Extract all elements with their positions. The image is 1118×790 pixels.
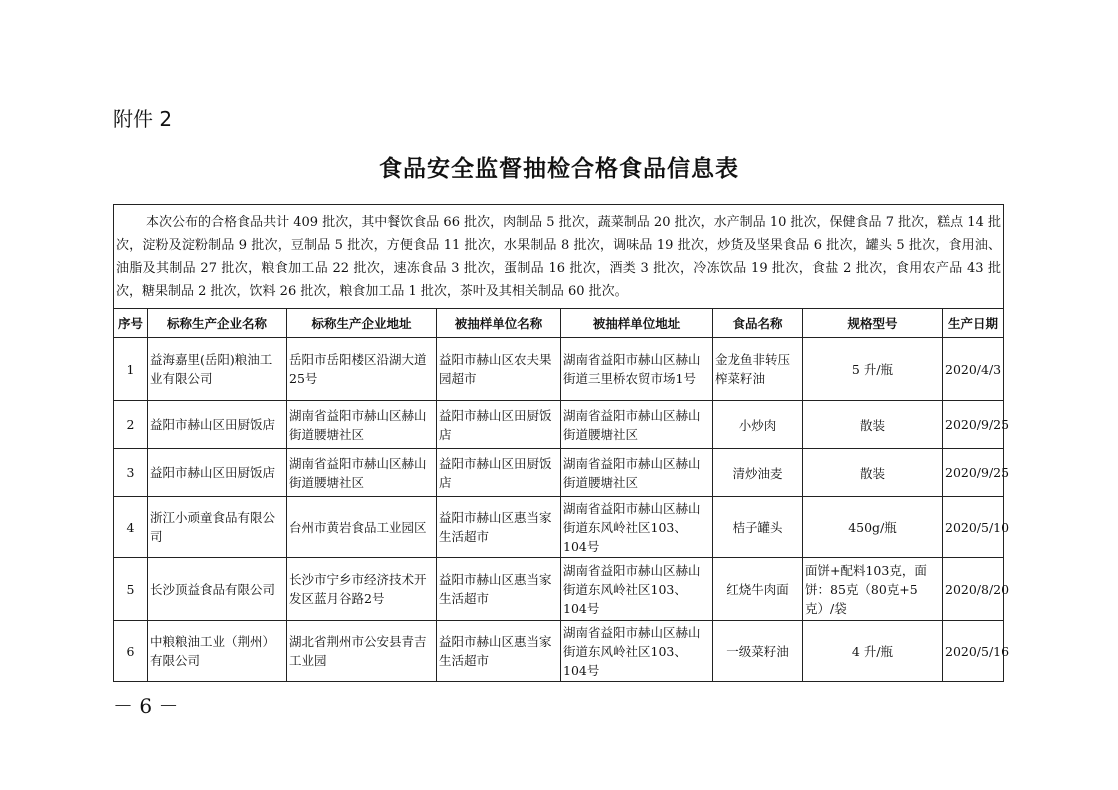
header-cell: 标称生产企业名称 [148,309,287,338]
table-cell: 湖南省益阳市赫山区赫山街道腰塘社区 [287,449,437,497]
food-info-table [113,204,1010,682]
table-cell: 湖南省益阳市赫山区赫山街道东风岭社区103、104号 [561,558,713,621]
table-cell: 2020/9/25 [943,449,1004,497]
table-cell: 小炒肉 [713,401,803,449]
table-cell: 清炒油麦 [713,449,803,497]
attachment-label: 附件 2 [113,107,173,131]
table-row [114,401,1004,449]
table-cell: 4 升/瓶 [803,621,943,682]
table-cell: 益海嘉里(岳阳)粮油工业有限公司 [148,338,287,401]
table-cell: 2020/4/3 [943,338,1004,401]
table-cell: 益阳市赫山区农夫果园超市 [437,338,561,401]
table-cell: 台州市黄岩食品工业园区 [287,497,437,558]
table-cell: 面饼+配料103克，面饼：85克（80克+5克）/袋 [803,558,943,621]
table-cell: 5 [114,558,148,621]
table-cell: 浙江小顽童食品有限公司 [148,497,287,558]
header-row [114,309,1004,338]
table-cell: 2020/9/25 [943,401,1004,449]
table-cell: 湖南省益阳市赫山区赫山街道腰塘社区 [561,401,713,449]
table-cell: 5 升/瓶 [803,338,943,401]
table-cell: 湖南省益阳市赫山区赫山街道东风岭社区103、104号 [561,621,713,682]
table-cell: 益阳市赫山区田厨饭店 [148,401,287,449]
table-cell: 散装 [803,401,943,449]
table-cell: 益阳市赫山区惠当家生活超市 [437,621,561,682]
table-cell: 散装 [803,449,943,497]
header-cell: 被抽样单位名称 [437,309,561,338]
table-cell: 2 [114,401,148,449]
table-cell: 红烧牛肉面 [713,558,803,621]
table-cell: 益阳市赫山区惠当家生活超市 [437,558,561,621]
table-cell: 湖南省益阳市赫山区赫山街道东风岭社区103、104号 [561,497,713,558]
table-cell: 一级菜籽油 [713,621,803,682]
table-row [114,621,1004,682]
header-cell: 序号 [114,309,148,338]
table-cell: 益阳市赫山区惠当家生活超市 [437,497,561,558]
table-cell: 长沙市宁乡市经济技术开发区蓝月谷路2号 [287,558,437,621]
table-cell: 450g/瓶 [803,497,943,558]
page-title: 食品安全监督抽检合格食品信息表 [379,156,739,182]
summary-row [114,205,1004,309]
header-cell: 规格型号 [803,309,943,338]
table-cell: 1 [114,338,148,401]
page-number: － 6 － [113,694,179,718]
table-cell: 湖南省益阳市赫山区赫山街道腰塘社区 [287,401,437,449]
table-cell: 2020/5/10 [943,497,1004,558]
summary-text: 本次公布的合格食品共计 409 批次，其中餐饮食品 66 批次，肉制品 5 批次，蔬菜制品 20 批次，水产制品 10 批次，保健食品 7 批次，糕点 14 批次，淀粉及淀粉制品 9 批次，豆制品 5 批次，方便食品 11 批次，水果制品 8 批次，调味品 19 批次，炒货及坚果食品 6 批次，罐头 5 批次，食用油、油脂及其制品 27 批次，粮食加工品 22 批次，速冻食品 3 批次，蛋制品 16 批次，酒类 3 批次，冷冻饮品 19 批次，食盐 2 批次，食用农产品 43 批次，糖果制品 2 批次，饮料 26 批次，粮食加工品 1 批次，茶叶及其相关制品 60 批次。 [116,214,1001,299]
header-cell: 生产日期 [943,309,1004,338]
table-cell: 益阳市赫山区田厨饭店 [148,449,287,497]
table-cell: 4 [114,497,148,558]
header-cell: 食品名称 [713,309,803,338]
table-cell: 长沙顶益食品有限公司 [148,558,287,621]
table-row [114,449,1004,497]
table-cell: 益阳市赫山区田厨饭店 [437,449,561,497]
table-cell: 2020/5/16 [943,621,1004,682]
table-cell: 6 [114,621,148,682]
table-row [114,497,1004,558]
table-cell: 岳阳市岳阳楼区沿湖大道25号 [287,338,437,401]
table-cell: 2020/8/20 [943,558,1004,621]
table-cell: 中粮粮油工业（荆州）有限公司 [148,621,287,682]
table-cell: 3 [114,449,148,497]
table-cell: 湖南省益阳市赫山区赫山街道三里桥农贸市场1号 [561,338,713,401]
table-cell: 益阳市赫山区田厨饭店 [437,401,561,449]
table-row [114,558,1004,621]
header-cell: 被抽样单位地址 [561,309,713,338]
table-cell: 湖北省荆州市公安县青吉工业园 [287,621,437,682]
table-cell: 湖南省益阳市赫山区赫山街道腰塘社区 [561,449,713,497]
table-row [114,338,1004,401]
header-cell: 标称生产企业地址 [287,309,437,338]
table-cell: 金龙鱼非转压榨菜籽油 [713,338,803,401]
table-cell: 桔子罐头 [713,497,803,558]
